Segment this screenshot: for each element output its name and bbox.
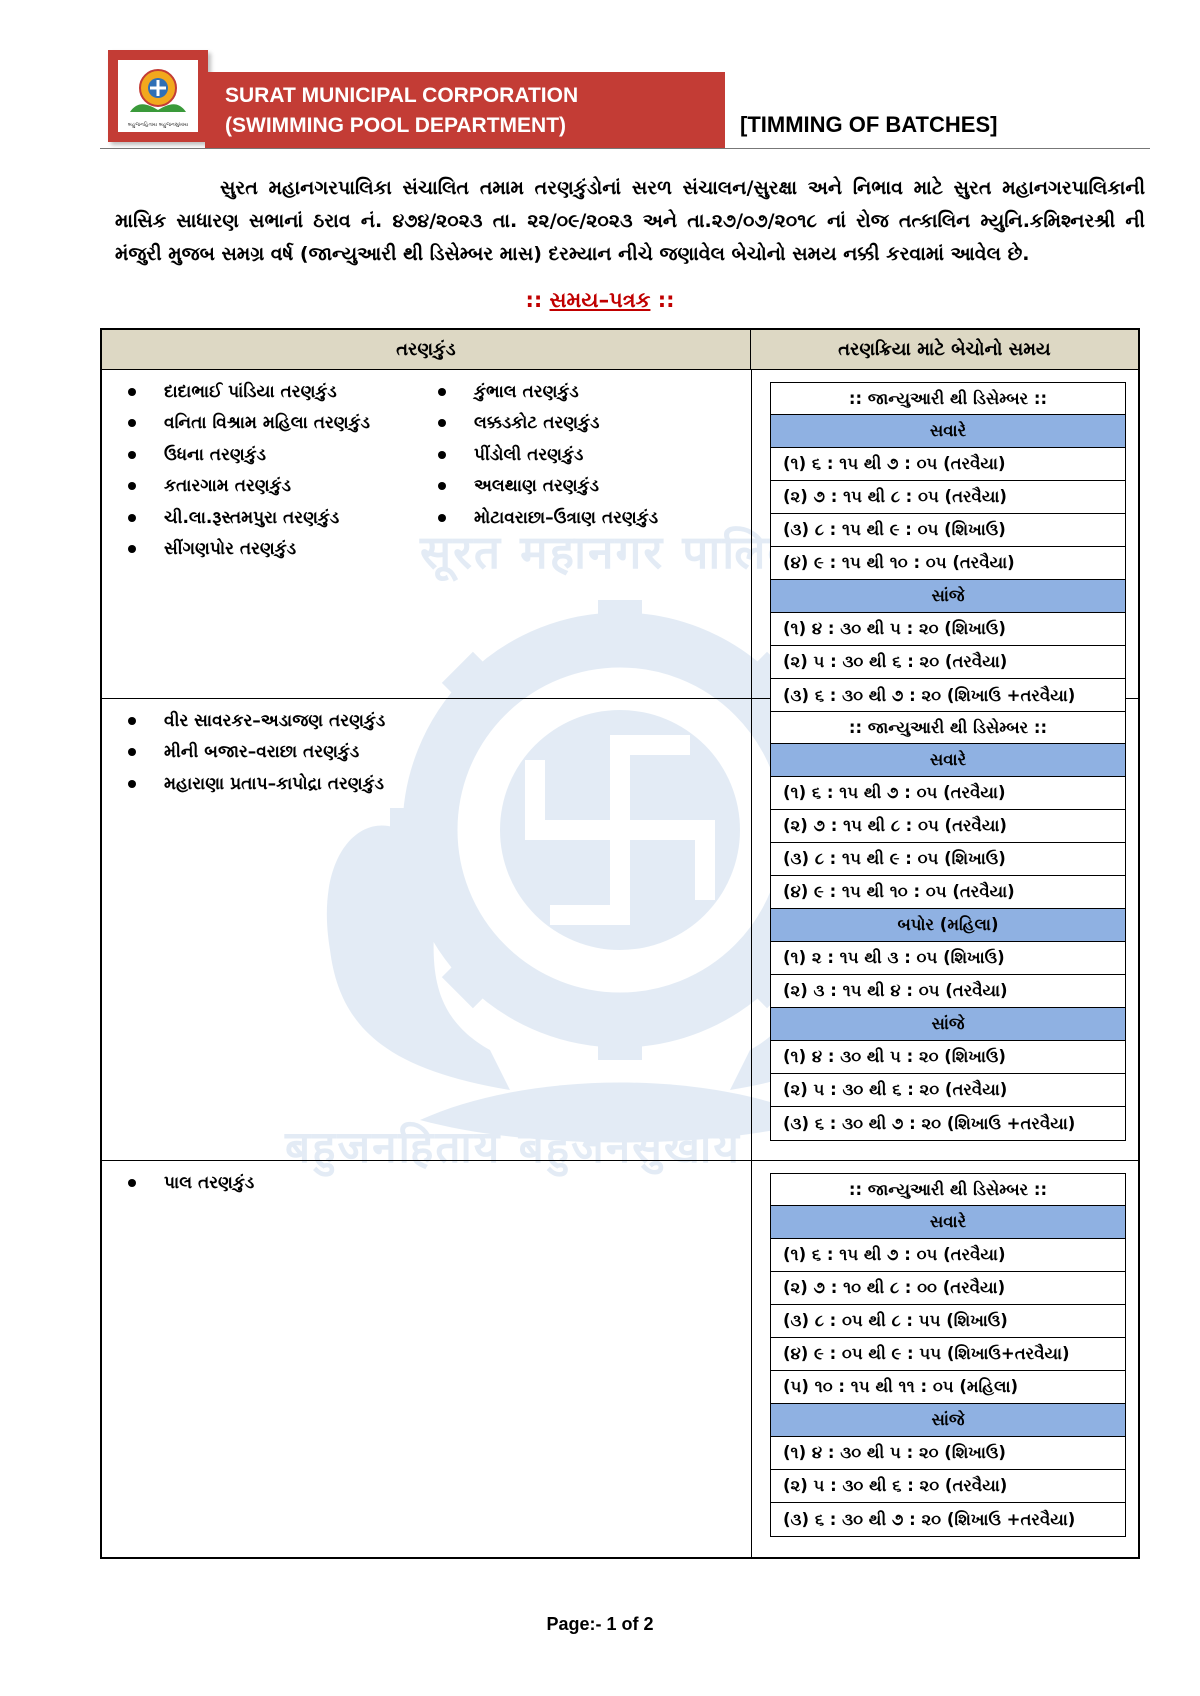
bullet-icon	[438, 388, 446, 396]
org-name: SURAT MUNICIPAL CORPORATION	[225, 84, 579, 107]
list-item	[120, 768, 720, 800]
pool-name: ચી.લા.રૂસ્તમપુરા તરણકુંડ	[164, 507, 340, 528]
bullet-icon	[128, 388, 136, 396]
batch-slot: (૨) ૭ : ૧૫ થી ૮ : ૦૫ (તરવૈયા)	[771, 481, 1125, 514]
batch-slot: (૨) ૭ : ૧૦ થી ૮ : ૦૦ (તરવૈયા)	[771, 1272, 1125, 1305]
batch-section-label: સવારે	[771, 1206, 1125, 1239]
batch-section-label: સાંજે	[771, 1404, 1125, 1437]
table-header	[102, 330, 1138, 370]
batch-period-title: :: જાન્યુઆરી થી ડિસેમ્બર ::	[771, 712, 1125, 744]
batch-schedule	[770, 1173, 1126, 1537]
document-title: [TIMMING OF BATCHES]	[740, 112, 998, 137]
pool-name: કુંભાલ તરણકુંડ	[474, 381, 579, 402]
batch-slot: (૨) ૫ : ૩૦ થી ૬ : ૨૦ (તરવૈયા)	[771, 1074, 1125, 1107]
list-item	[120, 1167, 720, 1199]
pool-name: અલથાણ તરણકુંડ	[474, 476, 599, 497]
batch-slot: (૩) ૮ : ૧૫ થી ૯ : ૦૫ (શિખાઉ)	[771, 514, 1125, 547]
batch-section-label: બપોર (મહિલા)	[771, 909, 1125, 942]
bullet-icon	[128, 748, 136, 756]
pool-name: પીંડોલી તરણકુંડ	[474, 444, 584, 465]
pool-name: પાલ તરણકુંડ	[164, 1172, 255, 1193]
schedule-title-prefix: ::	[525, 288, 550, 312]
pool-list	[120, 376, 760, 565]
org-banner	[205, 72, 725, 148]
batch-period-title: :: જાન્યુઆરી થી ડિસેમ્બર ::	[771, 383, 1125, 415]
document-header	[100, 50, 1150, 155]
list-item	[120, 439, 430, 471]
batch-slot: (૪) ૯ : ૧૫ થી ૧૦ : ૦૫ (તરવૈયા)	[771, 547, 1125, 580]
batch-slot: (૩) ૮ : ૧૫ થી ૯ : ૦૫ (શિખાઉ)	[771, 843, 1125, 876]
batch-slot: (૩) ૮ : ૦૫ થી ૮ : ૫૫ (શિખાઉ)	[771, 1305, 1125, 1338]
batch-slot: (૧) ૬ : ૧૫ થી ૭ : ૦૫ (તરવૈયા)	[771, 1239, 1125, 1272]
list-item	[430, 376, 740, 408]
batch-slot: (૨) ૭ : ૧૫ થી ૮ : ૦૫ (તરવૈયા)	[771, 810, 1125, 843]
list-item	[430, 502, 740, 534]
bullet-icon	[438, 451, 446, 459]
bullet-icon	[128, 545, 136, 553]
batch-section-label: સાંજે	[771, 580, 1125, 613]
schedule-table	[100, 328, 1140, 1559]
page-total: 2	[643, 1614, 654, 1634]
list-item	[430, 408, 740, 440]
batch-schedule	[770, 711, 1126, 1141]
pool-name: મીની બજાર–વરાછા તરણકુંડ	[164, 742, 360, 763]
pool-name: દાદાભાઈ પાંડિયા તરણકુંડ	[164, 381, 337, 402]
list-item	[430, 471, 740, 503]
batch-slot: (૧) ૪ : ૩૦ થી ૫ : ૨૦ (શિખાઉ)	[771, 1041, 1125, 1074]
list-item	[120, 471, 430, 503]
batch-cell	[752, 370, 1140, 705]
smc-logo	[108, 50, 208, 142]
bullet-icon	[128, 419, 136, 427]
batch-slot: (૨) ૫ : ૩૦ થી ૬ : ૨૦ (તરવૈયા)	[771, 646, 1125, 679]
watermark-bottom-text: बहुजनहिताय बहुजनसुखाय	[285, 1122, 741, 1173]
pool-cell	[102, 370, 752, 698]
batch-slot: (૨) ૫ : ૩૦ થી ૬ : ૨૦ (તરવૈયા)	[771, 1470, 1125, 1503]
col-header-time: તરણક્રિયા માટે બેચોનો સમય	[838, 339, 1051, 360]
page-footer	[0, 1614, 1200, 1635]
intro-text: સુરત મહાનગરપાલિકા સંચાલિત તમામ તરણકુંડોનાં સરળ સંચાલન/સુરક્ષા અને નિભાવ માટે સુરત મહાનગરપાલિકાની માસિક સાધારણ સભાનાં ઠરાવ નં. ૪૭૪/૨૦૨૩ તા. ૨૨/૦૯/૨૦૨૩ અને તા.૨૭/૦૭/૨૦૧૮ નાં રોજ તત્કાલિન મ્યુનિ.કમિશ્નરશ્રી ની મંજુરી મુજબ સમગ્ર વર્ષ (જાન્યુઆરી થી ડિસેમ્બર માસ) દરમ્યાન નીચે જણાવેલ બેચોનો સમય નક્કી કરવામાં આવેલ છે.	[115, 177, 1145, 265]
department-name: (SWIMMING POOL DEPARTMENT)	[225, 114, 567, 137]
pool-name: મહારાણા પ્રતાપ–કાપોદ્રા તરણકુંડ	[164, 773, 384, 794]
pool-name: વીર સાવરકર–અડાજણ તરણકુંડ	[164, 710, 386, 731]
pool-list	[120, 705, 760, 800]
pool-name: મોટાવરાછા–ઉત્રાણ તરણકુંડ	[474, 507, 659, 528]
batch-section-label: સવારે	[771, 744, 1125, 777]
schedule-title-suffix: ::	[650, 288, 675, 312]
header-divider	[100, 148, 1150, 149]
batch-slot: (૫) ૧૦ : ૧૫ થી ૧૧ : ૦૫ (મહિલા)	[771, 1371, 1125, 1404]
bullet-icon	[128, 482, 136, 490]
col-header-pool: તરણકુંડ	[102, 330, 751, 369]
batch-slot: (૪) ૯ : ૦૫ થી ૯ : ૫૫ (શિખાઉ+તરવૈયા)	[771, 1338, 1125, 1371]
batch-cell	[752, 1161, 1140, 1557]
table-row	[102, 699, 1138, 1161]
batch-slot: (૧) ૬ : ૧૫ થી ૭ : ૦૫ (તરવૈયા)	[771, 448, 1125, 481]
watermark-top-text: सूरत महानगर पालिका	[420, 525, 817, 579]
batch-period-title: :: જાન્યુઆરી થી ડિસેમ્બર ::	[771, 1174, 1125, 1206]
page-current: 1	[606, 1614, 617, 1634]
batch-slot: (૩) ૬ : ૩૦ થી ૭ : ૨૦ (શિખાઉ +તરવૈયા)	[771, 1503, 1125, 1536]
page-of: of	[616, 1614, 644, 1634]
list-item	[120, 737, 720, 769]
bullet-icon	[438, 419, 446, 427]
pool-name: કતારગામ તરણકુંડ	[164, 476, 291, 497]
pool-name: ઉધના તરણકુંડ	[164, 444, 267, 465]
list-item	[120, 534, 430, 566]
table-row	[102, 370, 1138, 705]
batch-schedule	[770, 382, 1126, 713]
batch-slot: (૪) ૯ : ૧૫ થી ૧૦ : ૦૫ (તરવૈયા)	[771, 876, 1125, 909]
bullet-icon	[128, 514, 136, 522]
page-label: Page:-	[546, 1614, 607, 1634]
table-row	[102, 1161, 1138, 1557]
pool-cell	[102, 1161, 752, 1557]
bullet-icon	[128, 451, 136, 459]
batch-slot: (૩) ૬ : ૩૦ થી ૭ : ૨૦ (શિખાઉ +તરવૈયા)	[771, 1107, 1125, 1140]
pool-name: વનિતા વિશ્રામ મહિલા તરણકુંડ	[164, 413, 370, 434]
bullet-icon	[128, 780, 136, 788]
batch-slot: (૧) ૪ : ૩૦ થી ૫ : ૨૦ (શિખાઉ)	[771, 613, 1125, 646]
pool-name: સીંગણપોર તરણકુંડ	[164, 539, 297, 560]
bullet-icon	[128, 1179, 136, 1187]
batch-slot: (૧) ૪ : ૩૦ થી ૫ : ૨૦ (શિખાઉ)	[771, 1437, 1125, 1470]
batch-slot: (૨) ૩ : ૧૫ થી ૪ : ૦૫ (તરવૈયા)	[771, 975, 1125, 1008]
bullet-icon	[128, 717, 136, 725]
pool-name: લક્કડકોટ તરણકુંડ	[474, 413, 600, 434]
bullet-icon	[438, 514, 446, 522]
batch-slot: (૧) ૬ : ૧૫ થી ૭ : ૦૫ (તરવૈયા)	[771, 777, 1125, 810]
list-item	[120, 705, 720, 737]
bullet-icon	[438, 482, 446, 490]
batch-slot: (૧) ૨ : ૧૫ થી ૩ : ૦૫ (શિખાઉ)	[771, 942, 1125, 975]
batch-slot: (૩) ૬ : ૩૦ થી ૭ : ૨૦ (શિખાઉ +તરવૈયા)	[771, 679, 1125, 712]
list-item	[120, 376, 430, 408]
pool-cell	[102, 699, 752, 1160]
schedule-title	[0, 288, 1200, 313]
logo-frame	[118, 60, 198, 132]
intro-paragraph	[115, 172, 1145, 271]
list-item	[120, 408, 430, 440]
pool-list	[120, 1167, 760, 1199]
batch-cell	[752, 699, 1140, 1160]
list-item	[120, 502, 430, 534]
schedule-title-main: સમય–પત્રક	[549, 288, 651, 312]
batch-section-label: સવારે	[771, 415, 1125, 448]
batch-section-label: સાંજે	[771, 1008, 1125, 1041]
logo-caption: બહુજનહિતાય બહુજનસુખાય	[127, 122, 189, 128]
list-item	[430, 439, 740, 471]
